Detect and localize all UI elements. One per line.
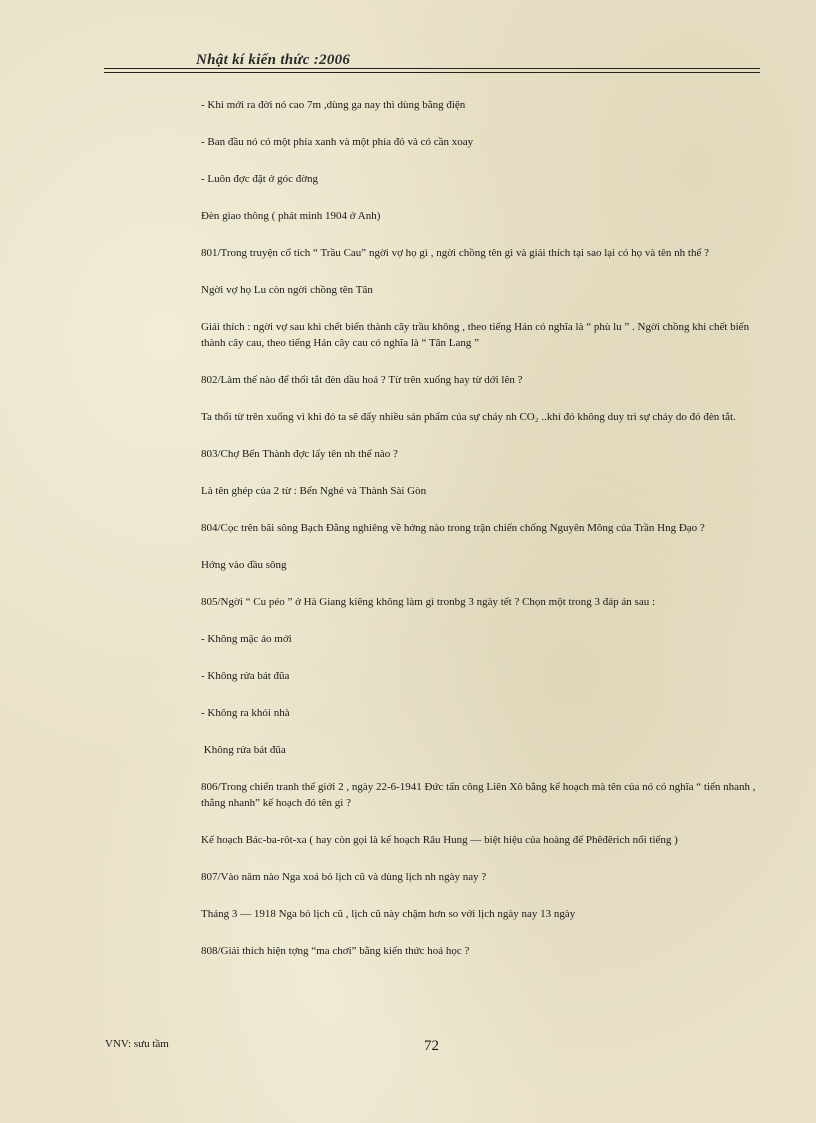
header-title: Nhật kí kiến thức :2006 [196,52,351,68]
answer-803: Là tên ghép của 2 từ : Bến Nghé và Thành Sài Gòn [201,485,427,497]
question-803: 803/Chợ Bến Thành đợc lấy tên nh thế nào ? [201,448,398,460]
answer-806: Kế hoạch Bác-ba-rôt-xa ( hay còn gọi là kế hoạch Râu Hung — biệt hiệu của hoàng đế Phêđêrich nổi tiếng ) [201,834,678,846]
answer-807: Tháng 3 — 1918 Nga bỏ lịch cũ , lịch cũ này chậm hơn so với lịch ngày nay 13 ngày [201,908,576,920]
option-805-1: - Không mặc áo mới [201,633,292,645]
answer-804: Hớng vào đầu sông [201,559,287,571]
line-4: Đèn giao thông ( phát minh 1904 ở Anh) [201,210,381,222]
explanation-801: Giải thích : ngời vợ sau khi chết biến thành cây trầu không , theo tiếng Hán có nghĩa là “ phù lu ” . Ngời chồng khi chết biến thành cây cau, theo tiếng Hán cây cau có nghĩa là “ Tân Lang ” [201,321,750,349]
question-806: 806/Trong chiến tranh thế giới 2 , ngày 22-6-1941 Đức tấn công Liên Xô bằng kế hoạch mà tên của nó có nghĩa “ tiến nhanh , thắng nhanh” kế hoạch đó tên gì ? [201,781,756,809]
answer-805: Không rửa bát đũa [201,744,286,756]
line-2: - Ban đầu nó có một phía xanh và một phía đỏ và có cần xoay [201,136,474,148]
option-805-2: - Không rửa bát đũa [201,670,290,682]
question-801: 801/Trong truyện cổ tích “ Trầu Cau” ngời vợ họ gì , ngời chồng tên gì và giải thích tại sao lại có họ và tên nh thế ? [201,247,709,259]
line-3: - Luôn đợc đặt ở góc đờng [201,173,319,185]
header-rule [104,68,760,73]
question-808: 808/Giải thích hiện tợng “ma chơi” bằng kiến thức hoá học ? [201,945,470,957]
line-1: - Khi mới ra đời nó cao 7m ,dùng ga nay thì dùng bằng điện [201,99,466,111]
question-807: 807/Vào năm nào Nga xoá bỏ lịch cũ và dùng lịch nh ngày nay ? [201,871,487,883]
body-text [201,97,769,959]
answer-802: Ta thổi từ trên xuống vì khi đó ta sẽ đẩy nhiều sản phẩm của sự cháy nh CO₂ ..khí đó không duy trì sự cháy do đó đèn tắt. [201,411,736,423]
question-802: 802/Làm thế nào để thổi tắt đèn dầu hoả ? Từ trên xuống hay từ dới lên ? [201,374,523,386]
question-805: 805/Ngời “ Cu péo ” ở Hà Giang kiêng không làm gì tronbg 3 ngày tết ? Chọn một trong 3 đáp án sau : [201,596,656,608]
footer-source: VNV: sưu tầm [105,1038,169,1050]
question-804: 804/Cọc trên bãi sông Bạch Đằng nghiêng về hớng nào trong trận chiến chống Nguyên Mông của Trần Hng Đạo ? [201,522,705,534]
answer-801: Ngời vợ họ Lu còn ngời chồng tên Tân [201,284,373,296]
option-805-3: - Không ra khỏi nhà [201,707,290,719]
page-number: 72 [424,1038,439,1054]
